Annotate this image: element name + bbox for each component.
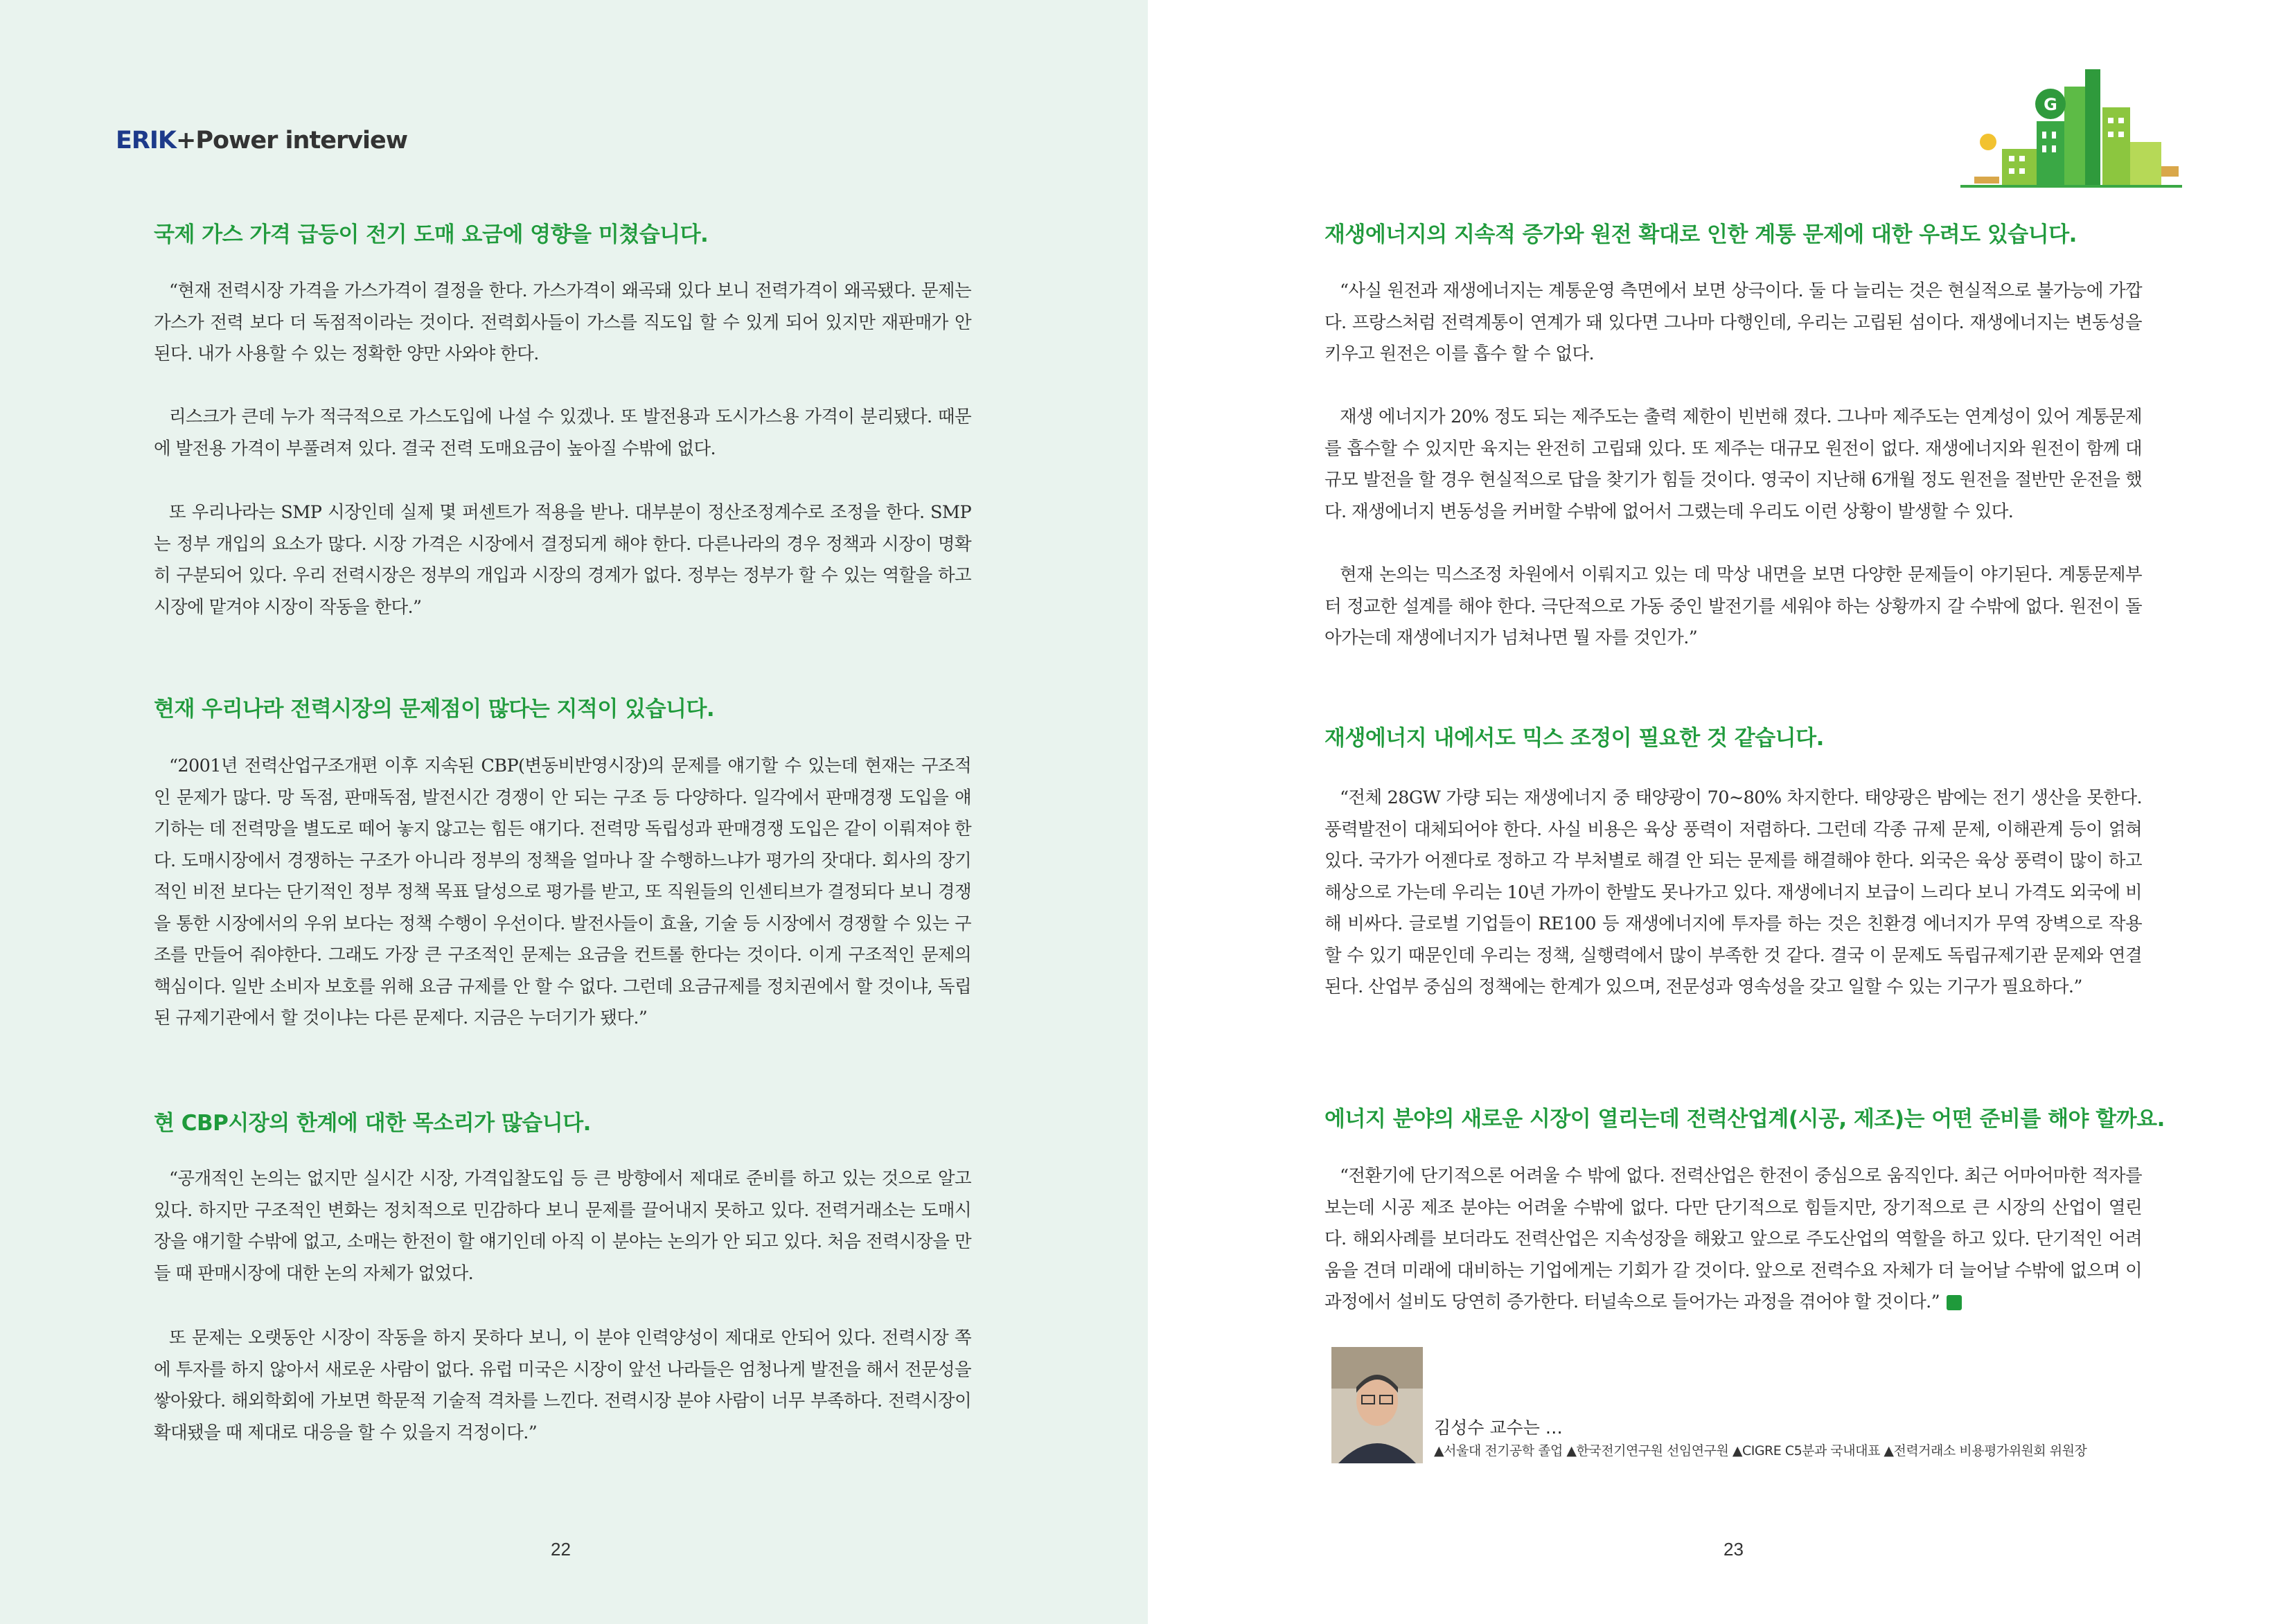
paragraph: “전체 28GW 가량 되는 재생에너지 중 태양광이 70~80% 차지한다. 태양광은 밤에는 전기 생산을 못한다. 풍력발전이 대체되어야 한다. 사실 비용은 육상 풍력이 저렴하다. 그런데 각종 규제 문제, 이해관계 등이 얽혀있다. 국가가 어젠다로 정하고 각 부처별로 해결 안 되는 문제를 해결해야 한다. 외국은 육상 풍력이 많이 하고 해상으로 가는데 우리는 10년 가까이 한발도 못나가고 있다. 재생에너지 보급이 느리다 보니 가격도 외국에 비해 비싸다. 글로벌 기업들이 RE100 등 재생에너지에 투자를 하는 것은 친환경 에너지가 무역 장벽으로 작용할 수 있기 때문인데 우리는 정책, 실행력에서 많이 부족한 것 같다. 결국 이 문제도 독립규제기관 문제와 연결된다. 산업부 중심의 정책에는 한계가 있으며, 전문성과 영속성을 갖고 일할 수 있는 기구가 필요하다.”	[1324, 787, 2142, 997]
paragraph: “공개적인 논의는 없지만 실시간 시장, 가격입찰도입 등 큰 방향에서 제대로 준비를 하고 있는 것으로 알고 있다. 하지만 구조적인 변화는 정치적으로 민감하다 보니 문제를 끌어내지 못하고 있다. 전력거래소는 도매시장을 얘기할 수밖에 없고, 소매는 한전이 할 얘기인데 아직 이 분야는 논의가 안 되고 있다. 처음 전력시장을 만들 때 판매시장에 대한 논의 자체가 없었다.	[154, 1168, 971, 1284]
paragraph: “현재 전력시장 가격을 가스가격이 결정을 한다. 가스가격이 왜곡돼 있다 보니 전력가격이 왜곡됐다. 문제는 가스가 전력 보다 더 독점적이라는 것이다. 전력회사들이 가스를 직도입 할 수 있게 되어 있지만 재판매가 안 된다. 내가 사용할 수 있는 정확한 양만 사와야 한다.	[154, 280, 971, 364]
paragraph: 리스크가 큰데 누가 적극적으로 가스도입에 나설 수 있겠나. 또 발전용과 도시가스용 가격이 분리됐다. 때문에 발전용 가격이 부풀려져 있다. 결국 전력 도매요금이 높아질 수밖에 없다.	[154, 407, 971, 459]
section-heading-3: 현 CBP시장의 한계에 대한 목소리가 많습니다.	[154, 1111, 591, 1136]
section-heading-2: 현재 우리나라 전력시장의 문제점이 많다는 지적이 있습니다.	[154, 697, 715, 722]
section-heading-6: 에너지 분야의 새로운 시장이 열리는데 전력산업계(시공, 제조)는 어떤 준비를 해야 할까요.	[1324, 1107, 2165, 1132]
magazine-header	[116, 127, 407, 154]
section-heading-4: 재생에너지의 지속적 증가와 원전 확대로 인한 계통 문제에 대한 우려도 있습니다.	[1324, 222, 2077, 247]
paragraph: 현재 논의는 믹스조정 차원에서 이뤄지고 있는 데 막상 내면을 보면 다양한 문제들이 야기된다. 계통문제부터 정교한 설계를 해야 한다. 극단적으로 가동 중인 발전기를 세워야 하는 상황까지 갈 수밖에 없다. 원전이 돌아가는데 재생에너지가 넘쳐나면 뭘 자를 것인가.”	[1324, 564, 2142, 648]
paragraph: 재생 에너지가 20% 정도 되는 제주도는 출력 제한이 빈번해 졌다. 그나마 제주도는 연계성이 있어 계통문제를 흡수할 수 있지만 육지는 완전히 고립돼 있다. 또 제주는 대규모 원전이 없다. 재생에너지와 원전이 함께 대규모 발전을 할 경우 현실적으로 답을 찾기가 힘들 것이다. 영국이 지난해 6개월 정도 원전을 절반만 운전을 했다. 재생에너지 변동성을 커버할 수밖에 없어서 그랬는데 우리도 이런 상황이 발생할 수 있다.	[1324, 407, 2142, 522]
green-city-illustration	[1960, 66, 2182, 190]
svg-text:G: G	[2044, 95, 2057, 114]
paragraph: “사실 원전과 재생에너지는 계통운영 측면에서 보면 상극이다. 둘 다 늘리는 것은 현실적으로 불가능에 가깝다. 프랑스처럼 전력계통이 연계가 돼 있다면 그나마 다행인데, 우리는 고립된 섬이다. 재생에너지는 변동성을 키우고 원전은 이를 흡수 할 수 없다.	[1324, 280, 2142, 364]
bio-name: 김성수 교수는 …	[1434, 1418, 1563, 1438]
portrait-photo	[1331, 1347, 1423, 1463]
end-mark-icon: E	[1947, 1295, 1962, 1310]
section-heading-1: 국제 가스 가격 급등이 전기 도매 요금에 영향을 미쳤습니다.	[154, 222, 709, 247]
section-heading-5: 재생에너지 내에서도 믹스 조정이 필요한 것 같습니다.	[1324, 726, 1824, 751]
bio-description: ▲서울대 전기공학 졸업 ▲한국전기연구원 선임연구원 ▲CIGRE C5분과 국내대표 ▲전력거래소 비용평가위원회 위원장	[1434, 1443, 2087, 1458]
paragraph-last	[1324, 1161, 2142, 1319]
page-number: 23	[1724, 1539, 1744, 1560]
header-brand: ERIK	[116, 127, 177, 154]
page-number: 22	[551, 1539, 571, 1560]
paragraph: 또 우리나라는 SMP 시장인데 실제 몇 퍼센트가 적용을 받나. 대부분이 정산조정계수로 조정을 한다. SMP는 정부 개입의 요소가 많다. 시장 가격은 시장에서 결정되게 해야 한다. 다른나라의 경우 정책과 시장이 명확히 구분되어 있다. 우리 전력시장은 정부의 개입과 시장의 경계가 없다. 정부는 정부가 할 수 있는 역할을 하고 시장에 맡겨야 시장이 작동을 한다.”	[154, 502, 971, 618]
paragraph: “2001년 전력산업구조개편 이후 지속된 CBP(변동비반영시장)의 문제를 얘기할 수 있는데 현재는 구조적인 문제가 많다. 망 독점, 판매독점, 발전시간 경쟁이 안 되는 구조 등 다양하다. 일각에서 판매경쟁 도입을 얘기하는 데 전력망을 별도로 떼어 놓지 않고는 힘든 얘기다. 전력망 독립성과 판매경쟁 도입은 같이 이뤄져야 한다. 도매시장에서 경쟁하는 구조가 아니라 정부의 정책을 얼마나 잘 수행하느냐가 평가의 잣대다. 회사의 장기적인 비전 보다는 단기적인 정부 정책 목표 달성으로 평가를 받고, 또 직원들의 인센티브가 결정되다 보니 경쟁을 통한 시장에서의 우위 보다는 정책 수행이 우선이다. 발전사들이 효율, 기술 등 시장에서 경쟁할 수 있는 구조를 만들어 줘야한다. 그래도 가장 큰 구조적인 문제는 요금을 컨트롤 한다는 것이다. 이게 구조적인 문제의 핵심이다. 일반 소비자 보호를 위해 요금 규제를 안 할 수 없다. 그런데 요금규제를 정치권에서 할 것이냐, 독립된 규제기관에서 할 것이냐는 다른 문제다. 지금은 누더기가 됐다.”	[154, 756, 971, 1028]
paragraph: 또 문제는 오랫동안 시장이 작동을 하지 못하다 보니, 이 분야 인력양성이 제대로 안되어 있다. 전력시장 쪽에 투자를 하지 않아서 새로운 사람이 없다. 유럽 미국은 시장이 앞선 나라들은 엄청나게 발전을 해서 전문성을 쌓아왔다. 해외학회에 가보면 학문적 기술적 격차를 느낀다. 전력시장 분야 사람이 너무 부족하다. 전력시장이 확대됐을 때 제대로 대응을 할 수 있을지 걱정이다.”	[154, 1328, 971, 1443]
header-title: +Power interview	[176, 127, 408, 154]
paragraph-text: “전환기에 단기적으론 어려울 수 밖에 없다. 전력산업은 한전이 중심으로 움직인다. 최근 어마어마한 적자를 보는데 시공 제조 분야는 어려울 수밖에 없다. 다만 단기적으로 힘들지만, 장기적으로 큰 시장의 산업이 열린다. 해외사례를 보더라도 전력산업은 지속성장을 해왔고 앞으로 주도산업의 역할을 하고 있다. 단기적인 어려움을 견뎌 미래에 대비하는 기업에게는 기회가 갈 것이다. 앞으로 전력수요 자체가 더 늘어날 수밖에 없으며 이 과정에서 설비도 당연히 증가한다. 터널속으로 들어가는 과정을 겪어야 할 것이다.”	[1324, 1166, 2142, 1312]
